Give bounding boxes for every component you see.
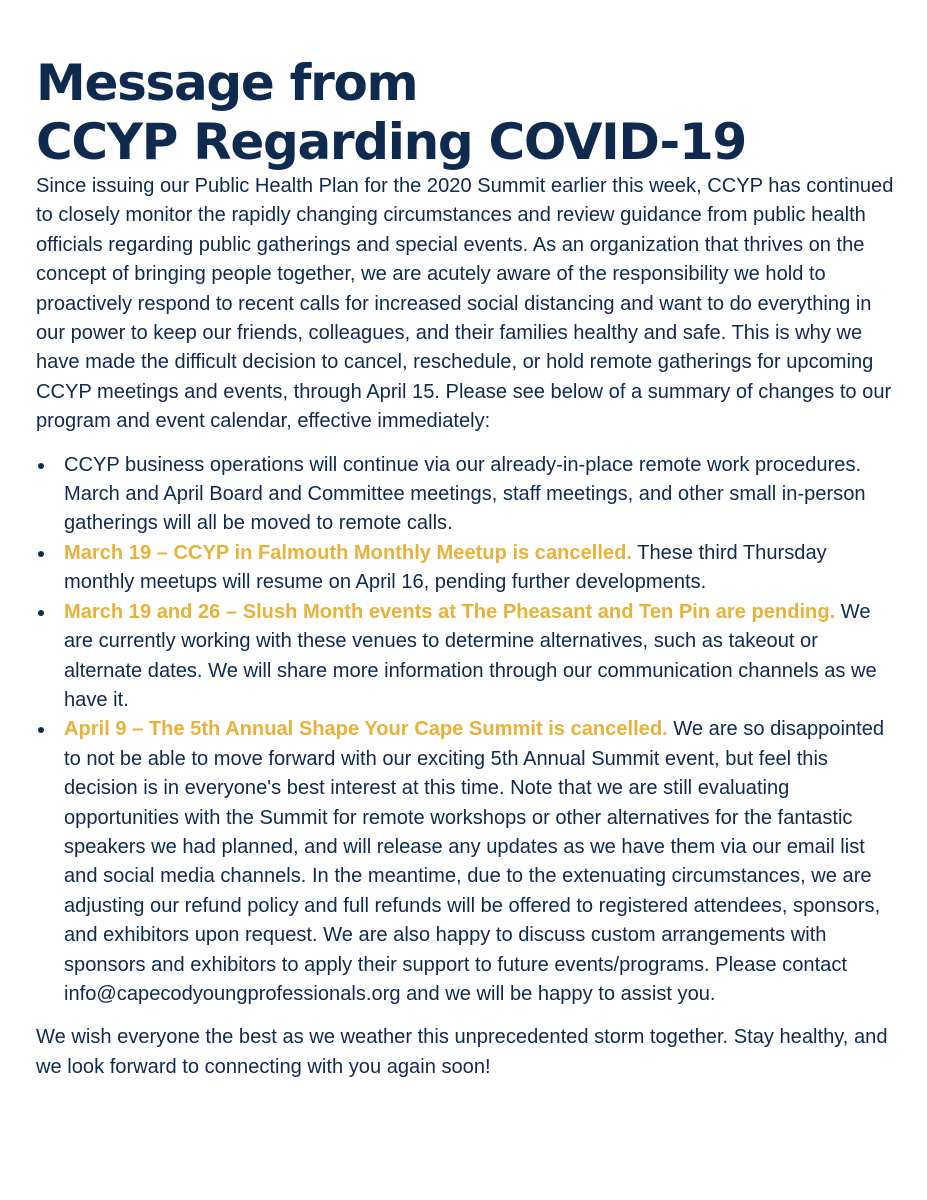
changes-list	[36, 451, 900, 1010]
intro-paragraph: Since issuing our Public Health Plan for the 2020 Summit earlier this week, CCYP has continued to closely monitor the rapidly changing circumstances and review guidance from public health officials regarding public gatherings and special events. As an organization that thrives on the concept of bringing people together, we are acutely aware of the responsibility we hold to proactively respond to recent calls for increased social distancing and want to do everything in our power to keep our friends, colleagues, and their families healthy and safe. This is why we have made the difficult decision to cancel, reschedule, or hold remote gatherings for upcoming CCYP meetings and events, through April 15. Please see below of a summary of changes to our program and event calendar, effective immediately:	[36, 175, 894, 433]
title-line-1: Message from	[36, 54, 418, 112]
list-item-summit	[36, 715, 900, 1009]
bullet-icon	[38, 463, 44, 469]
list-item-text: We are currently working with these venues to determine alternatives, such as takeout or alternate dates. We will share more information through our communication channels as we have it.	[64, 600, 877, 711]
bullet-icon	[38, 610, 44, 616]
list-item-falmouth-meetup	[36, 539, 900, 598]
title-line-2: CCYP Regarding COVID-19	[36, 113, 746, 171]
list-item-operations	[36, 451, 900, 539]
list-item-text: We are so disappointed to not be able to move forward with our exciting 5th Annual Summit event, but feel this decision is in everyone's best interest at this time. Note that we are still evaluating opportunities with the Summit for remote workshops or other alternatives for the fantastic speakers we had planned, and will release any updates as we have them via our email list and social media channels. In the meantime, due to the extenuating circumstances, we are adjusting our refund policy and full refunds will be offered to registered attendees, sponsors, and exhibitors upon request. We are also happy to discuss custom arrangements with sponsors and exhibitors to apply their support to future events/programs. Please contact info@capecodyoungprofessionals.org and we will be happy to assist you.	[64, 718, 885, 1005]
list-item-highlight: March 19 – CCYP in Falmouth Monthly Meetup is cancelled.	[64, 541, 632, 564]
bullet-icon	[38, 551, 44, 557]
list-item-highlight: April 9 – The 5th Annual Shape Your Cape Summit is cancelled.	[64, 718, 668, 741]
list-item-slush-month	[36, 598, 900, 716]
list-item-text: These third Thursday monthly meetups will resume on April 16, pending further developments.	[64, 541, 827, 594]
list-item-highlight: March 19 and 26 – Slush Month events at The Pheasant and Ten Pin are pending.	[64, 600, 836, 623]
document	[36, 54, 900, 1082]
bullet-icon	[38, 727, 44, 733]
closing-paragraph: We wish everyone the best as we weather this unprecedented storm together. Stay healthy, and we look forward to connecting with you again soon!	[36, 1026, 888, 1078]
page-title	[36, 54, 900, 172]
list-item-text: CCYP business operations will continue via our already-in-place remote work procedures. March and April Board and Committee meetings, staff meetings, and other small in-person gatherings will all be moved to remote calls.	[64, 453, 866, 535]
